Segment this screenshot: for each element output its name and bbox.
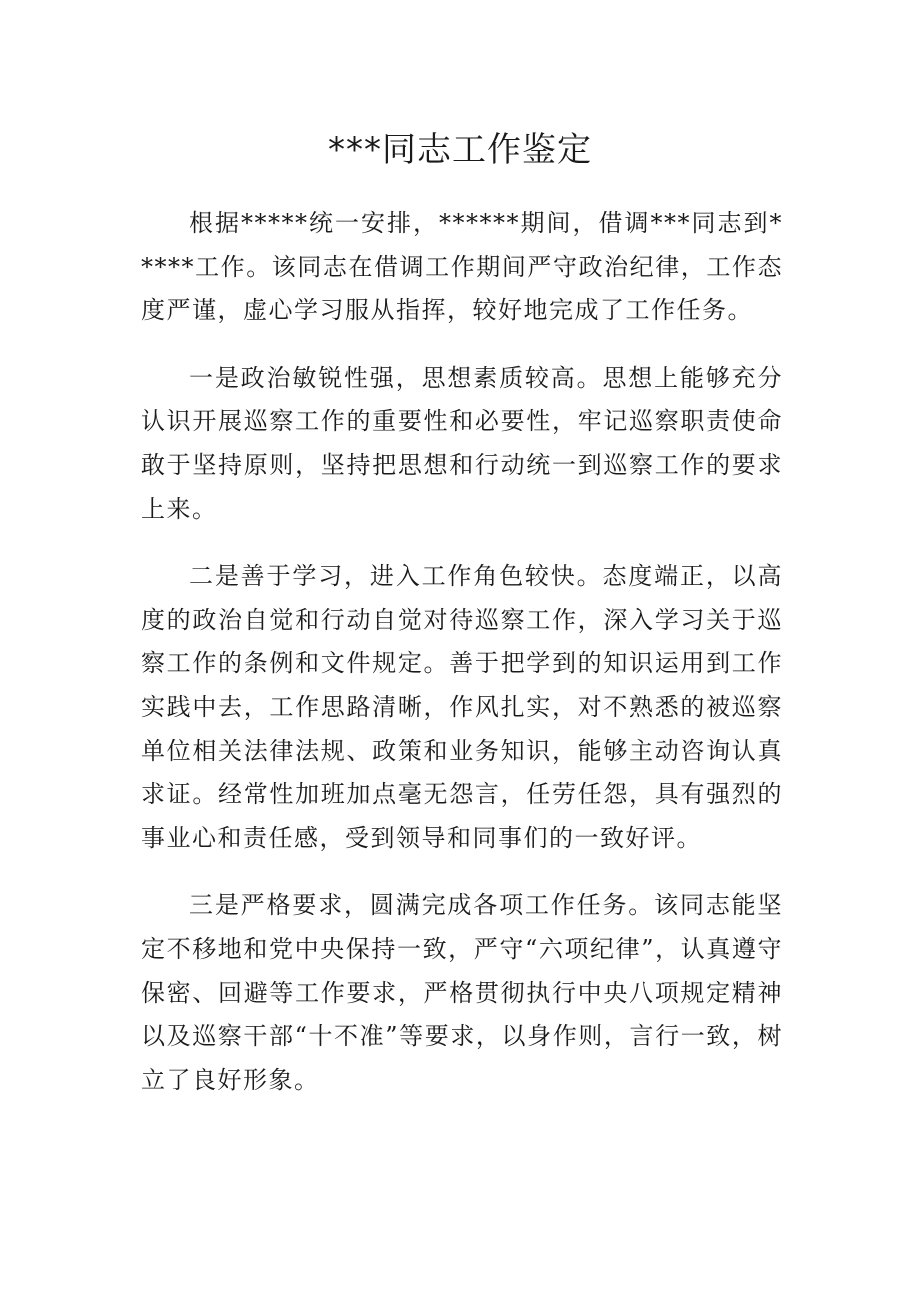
document-title: ***同志工作鉴定 xyxy=(328,130,592,170)
paragraph-strict-requirements: 三是严格要求，圆满完成各项工作任务。该同志能坚定不移地和党中央保持一致，严守“六项纪律”，认真遵守保密、回避等工作要求，严格贯彻执行中央八项规定精神以及巡察干部“十不准”等要求，以身作则，言行一致，树立了良好形象。 xyxy=(141,891,783,1094)
paragraph-learning: 二是善于学习，进入工作角色较快。态度端正，以高度的政治自觉和行动自觉对待巡察工作，深入学习关于巡察工作的条例和文件规定。善于把学到的知识运用到工作实践中去，工作思路清晰，作风扎实，对不熟悉的被巡察单位相关法律法规、政策和业务知识，能够主动咨询认真求证。经常性加班加点毫无怨言，任劳任怨，具有强烈的事业心和责任感，受到领导和同事们的一致好评。 xyxy=(141,562,783,852)
paragraph-political-sensitivity: 一是政治敏锐性强，思想素质较高。思想上能够充分认识开展巡察工作的重要性和必要性，牢记巡察职责使命敢于坚持原则，坚持把思想和行动统一到巡察工作的要求上来。 xyxy=(141,363,783,523)
document-body xyxy=(141,202,783,1126)
paragraph-intro: 根据*****统一安排，******期间，借调***同志到*****工作。该同志在借调工作期间严守政治纪律，工作态度严谨，虚心学习服从指挥，较好地完成了工作任务。 xyxy=(141,209,783,325)
